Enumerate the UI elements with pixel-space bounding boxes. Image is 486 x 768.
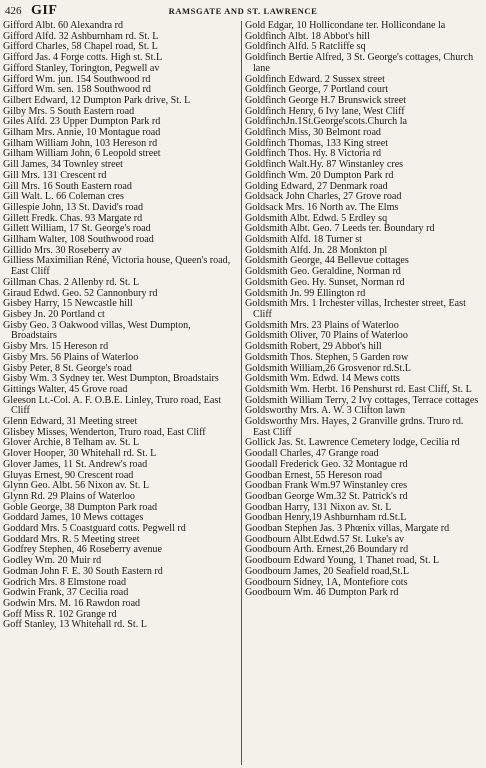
directory-entry: Glynn Geo. Albt. 56 Nixon av. St. L	[3, 480, 149, 492]
page-number: 426	[5, 5, 22, 17]
directory-entry: Godfrey Stephen, 46 Roseberry avenue	[3, 544, 162, 556]
directory-entry: Goldfinch Miss, 30 Belmont road	[245, 127, 381, 139]
directory-entry: Goff Miss R. 102 Grange rd	[3, 608, 117, 620]
directory-entry: Goldsmith Alfd. Jn. 28 Monkton pl	[245, 244, 388, 256]
directory-entry: GoldfinchJn.1St.George'scots.Church la	[245, 116, 407, 128]
directory-entry: Goldfinch Thos. Hy. 8 Victoria rd	[245, 148, 382, 160]
directory-entry: Goodbourn Edward Young, 1 Thanet road, St. L	[245, 555, 440, 567]
directory-entry: Goodban George Wm.32 St. Patrick's rd	[245, 490, 408, 502]
directory-entry: Goodall Charles, 47 Grange road	[245, 448, 379, 460]
directory-entry: Gifford Jas. 4 Forge cotts. High st. St.L	[3, 52, 163, 64]
directory-entry: Goldsworthy Mrs. A. W. 3 Clifton lawn	[245, 405, 406, 417]
directory-entry: Goldfinch Walt.Hy. 87 Winstanley cres	[245, 159, 404, 171]
directory-entry: Gill Mrs. 16 South Eastern road	[3, 180, 132, 192]
directory-entry: Gilham William John, 6 Leopold street	[3, 148, 161, 160]
directory-entry: Goldfinch George, 7 Portland court	[245, 84, 389, 96]
directory-entry: Goldsmith Geo. Geraldine, Norman rd	[245, 266, 401, 278]
directory-entry: Gisby Peter, 8 St. George's road	[3, 362, 132, 374]
directory-entry: Godwin Mrs. M. 16 Rawdon road	[3, 597, 141, 609]
directory-entry: Godwin Frank, 37 Cecilia road	[3, 587, 129, 599]
directory-entry: Goldfinch Albt. 18 Abbot's hill	[245, 30, 370, 42]
directory-entry: Goldsack Mrs. 16 North av. The Elms	[245, 201, 399, 213]
directory-entry: Gifford Wm. sen. 158 Southwood rd	[3, 84, 151, 96]
directory-entry: Goldsmith Jn. 99 Ellington rd	[245, 287, 366, 299]
directory-entry: Gifford Alfd. 32 Ashburnham rd. St. L	[3, 30, 159, 42]
directory-entry: Goddard James, 10 Mews cottages	[3, 512, 144, 524]
directory-entry: Goldfinch Alfd. 5 Ratcliffe sq	[245, 41, 366, 53]
directory-entry: Gifford Wm. jun. 154 Southwood rd	[3, 73, 151, 85]
right-column	[245, 21, 483, 599]
directory-entry: Goodbourn Arth. Ernest,26 Boundary rd	[245, 544, 409, 556]
directory-entry: Gold Edgar, 10 Hollicondane ter. Hollicondane la	[245, 20, 446, 31]
directory-entry: Gittings Walter, 45 Grove road	[3, 383, 128, 395]
directory-entry: Goldsmith Wm. Edwd. 14 Mews cotts	[245, 373, 400, 385]
page-header	[0, 4, 486, 20]
directory-entry: Gifford Charles, 58 Chapel road, St. L	[3, 41, 158, 53]
directory-entry: Goodban Stephen Jas. 3 Phœnix villas, Margate rd	[245, 523, 450, 535]
directory-entry: Goldsmith Albt. Geo. 7 Leeds ter. Boundary rd	[245, 223, 435, 235]
directory-entry: Gilbert Edward, 12 Dumpton Park drive, St. L	[3, 94, 191, 106]
directory-entry: Glover James, 11 St. Andrew's road	[3, 458, 148, 470]
directory-entry: Glover Archie, 8 Telham av. St. L	[3, 437, 140, 449]
directory-entry: Giraud Edwd. Geo. 52 Cannonbury rd	[3, 287, 158, 299]
directory-entry: Goodbourn James, 20 Seafield road,St.L	[245, 565, 409, 577]
guide-letters: GIF	[31, 3, 58, 18]
directory-entry: Goldfinch Henry, 6 Ivy lane, West Cliff	[245, 105, 405, 117]
directory-entry: Gisby Mrs. 15 Hereson rd	[3, 341, 109, 353]
directory-entry: Goldsmith Thos. Stephen, 5 Garden row	[245, 351, 409, 363]
directory-entry: Goldsmith Geo. Hy. Sunset, Norman rd	[245, 276, 405, 288]
directory-entry: Gluyas Ernest, 90 Crescent road	[3, 469, 134, 481]
directory-entry: Gillido Mrs. 30 Roseberry av	[3, 244, 122, 256]
directory-entry: Goodban Frank Wm.97 Winstanley cres	[245, 480, 408, 492]
directory-entry: Glynn Rd. 29 Plains of Waterloo	[3, 490, 135, 502]
directory-entry: Gisby Wm. 3 Sydney ter. West Dumpton, Broadstairs	[3, 373, 219, 385]
directory-entry: Gill James, 34 Townley street	[3, 159, 123, 171]
directory-entry: Gillett Fredk. Chas. 93 Margate rd	[3, 212, 143, 224]
directory-entry: Giles Alfd. 23 Upper Dumpton Park rd	[3, 116, 161, 128]
directory-entry: Gifford Stanley, Torington, Pegwell av	[3, 62, 160, 74]
directory-entry: Gillham Walter, 108 Southwood road	[3, 234, 154, 246]
directory-entry: Goldsmith Oliver, 70 Plains of Waterloo	[245, 330, 408, 342]
directory-entry: Goodbourn Albt.Edwd.57 St. Luke's av	[245, 533, 405, 545]
directory-entry: Gisby Geo. 3 Oakwood villas, West Dumpton, Broadstairs	[3, 319, 191, 342]
directory-entry: Goldfinch Thomas, 133 King street	[245, 137, 389, 149]
directory-entry: Gilham William John, 103 Hereson rd	[3, 137, 158, 149]
directory-entry: Gill Mrs. 131 Crescent rd	[3, 169, 107, 181]
directory-entry: Gisby Mrs. 56 Plains of Waterloo	[3, 351, 139, 363]
directory-entry: Glenn Edward, 31 Meeting street	[3, 416, 138, 428]
directory-entry: Goldfinch Wm. 20 Dumpton Park rd	[245, 169, 394, 181]
directory-entry: Glover Hooper, 30 Whitehall rd. St. L	[3, 448, 157, 460]
directory-entry: Gilby Mrs. 5 South Eastern road	[3, 105, 135, 117]
directory-entry: Goldsworthy Mrs. Hayes, 2 Granville grdns. Truro rd. East Cliff	[245, 416, 464, 438]
directory-entry: Goldsmith Wm. Herbt. 16 Penshurst rd. East Cliff, St. L	[245, 383, 472, 395]
directory-entry: Goldsmith Albt. Edwd. 5 Erdley sq	[245, 212, 388, 224]
directory-entry: Gillespie John, 13 St. David's road	[3, 201, 144, 213]
directory-entry: Goldfinch Edward. 2 Sussex street	[245, 73, 385, 85]
left-column	[3, 21, 239, 631]
directory-entry: Goldsmith William,26 Grosvenor rd.St.L	[245, 362, 411, 374]
directory-entry: Gleeson Lt.-Col. A. F. O.B.E. Linley, Truro road, East Cliff	[3, 394, 222, 417]
directory-entry: Goldsmith Robert, 29 Abbot's hill	[245, 341, 382, 353]
directory-entry: Gillman Chas. 2 Allenby rd. St. L	[3, 276, 139, 288]
directory-entry: Godley Wm. 20 Muir rd	[3, 555, 102, 567]
directory-entry: Goddard Mrs. R. 5 Meeting street	[3, 533, 140, 545]
directory-entry: Godrich Mrs. 8 Elmstone road	[3, 576, 127, 588]
directory-entry: Goldsmith George, 44 Bellevue cottages	[245, 255, 409, 267]
directory-entry: Goldsmith William Terry, 2 Ivy cottages, Terrace cottages	[245, 394, 479, 406]
directory-entry: Goldfinch Bertie Alfred, 3 St. George's cottages, Church lane	[245, 52, 474, 74]
directory-entry: Gollick Jas. St. Lawrence Cemetery lodge, Cecilia rd	[245, 437, 460, 449]
directory-entry: Gisbey Jn. 20 Portland ct	[3, 308, 105, 320]
directory-entry: Gillett William, 17 St. George's road	[3, 223, 151, 235]
directory-entry: Goodban Ernest, 55 Hereson road	[245, 469, 383, 481]
directory-entry: Goodban Harry, 131 Nixon av. St. L	[245, 501, 392, 513]
directory-entry: Goldsmith Mrs. 23 Plains of Waterloo	[245, 319, 399, 331]
directory-entry: Goodban Henry,19 Ashburnham rd.St.L	[245, 512, 407, 524]
directory-entry: Goodall Frederick Geo. 32 Montague rd	[245, 458, 408, 470]
directory-entry: Goddard Mrs. 5 Coastguard cotts. Pegwell rd	[3, 523, 186, 535]
directory-entry: Golding Edward, 27 Denmark road	[245, 180, 388, 192]
directory-entry: Glisbey Misses, Wenderton, Truro road, East Cliff	[3, 426, 206, 438]
directory-entry: Goble George, 38 Dumpton Park road	[3, 501, 157, 513]
directory-entry: Goldfinch George H.7 Brunswick street	[245, 94, 406, 106]
directory-entry: Gill Walt. L. 66 Coleman cres	[3, 191, 124, 203]
directory-entry: Goldsmith Alfd. 18 Turner st	[245, 234, 362, 246]
directory-entry: Goldsmith Mrs. 1 Irchester villas, Irchester street, East Cliff	[245, 298, 466, 320]
directory-entry: Godman John F. E. 30 South Eastern rd	[3, 565, 163, 577]
directory-entry: Goodbourn Wm. 46 Dumpton Park rd	[245, 587, 399, 599]
directory-entry: Gisbey Harry, 15 Newcastle hill	[3, 298, 133, 310]
directory-entry: Gifford Albt. 60 Alexandra rd	[3, 20, 124, 31]
directory-entry: Goff Stanley, 13 Whitehall rd. St. L	[3, 619, 147, 631]
directory-entry: Goldsack John Charles, 27 Grove road	[245, 191, 402, 203]
directory-entry: Gilham Mrs. Annie, 10 Montague road	[3, 127, 161, 139]
directory-entry: Goodbourn Sidney, 1A, Montefiore cots	[245, 576, 408, 588]
column-divider	[241, 21, 242, 765]
directory-entry: Gilliess Maximilian Réné, Victoria house, Queen's road, East Cliff	[3, 255, 231, 278]
running-title: RAMSGATE AND ST. LAWRENCE	[168, 6, 318, 16]
